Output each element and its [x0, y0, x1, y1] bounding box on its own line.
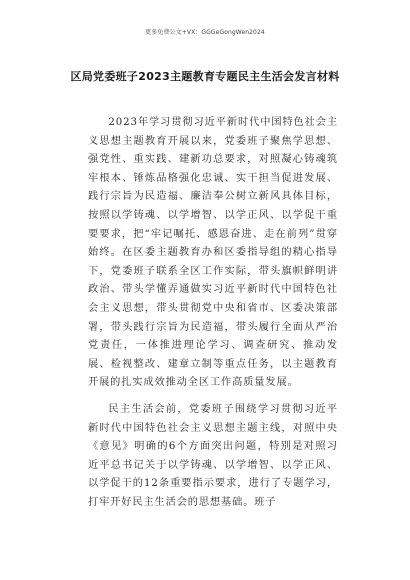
- header-note: 更多免费公文+VX：GGGeGongWen2024: [145, 29, 265, 36]
- body-paragraph-2: 民主生活会前，党委班子围绕学习贯彻习近平新时代中国特色社会主义思想主题主线，对照中央《意见》明确的6个方面突出问题，特别是对照习近平总书记关于以学铸魂、以学增智、以学正风、以学促干的12条重要指示要求，进行了专题学习，打牢开好民主生活会的思想基础。班子: [88, 403, 338, 508]
- document-title: 区局党委班子2023主题教育专题民主生活会发言材料: [70, 70, 340, 83]
- body-paragraph-1: 2023年学习贯彻习近平新时代中国特色社会主义思想主题教育开展以来，党委班子聚焦学思想、强党性、重实践、建新功总要求，对照凝心铸魂筑牢根本、锤炼品格强化忠诚、实干担当促进发展、践行宗旨为民造福、廉洁奉公树立新风具体目标，按照以学铸魂、以学增智、以学正风、以学促干重要要求，把“牢记嘱托、感恩奋进、走在前列”贯穿始终。在区委主题教育办和区委指导组的精心指导下，党委班子联系全区工作实际，带头旗帜鲜明讲政治、带头学懂弄通做实习近平新时代中国特色社会主义思想，带头贯彻党中央和省市、区委决策部署，带头践行宗旨为民造福，带头履行全面从严治党责任，一体推进理论学习、调查研究、推动发展、检视整改、建章立制等重点任务，以主题教育开展的扎实成效推动全区工作高质量发展。: [88, 117, 338, 389]
- document-body: [88, 114, 338, 520]
